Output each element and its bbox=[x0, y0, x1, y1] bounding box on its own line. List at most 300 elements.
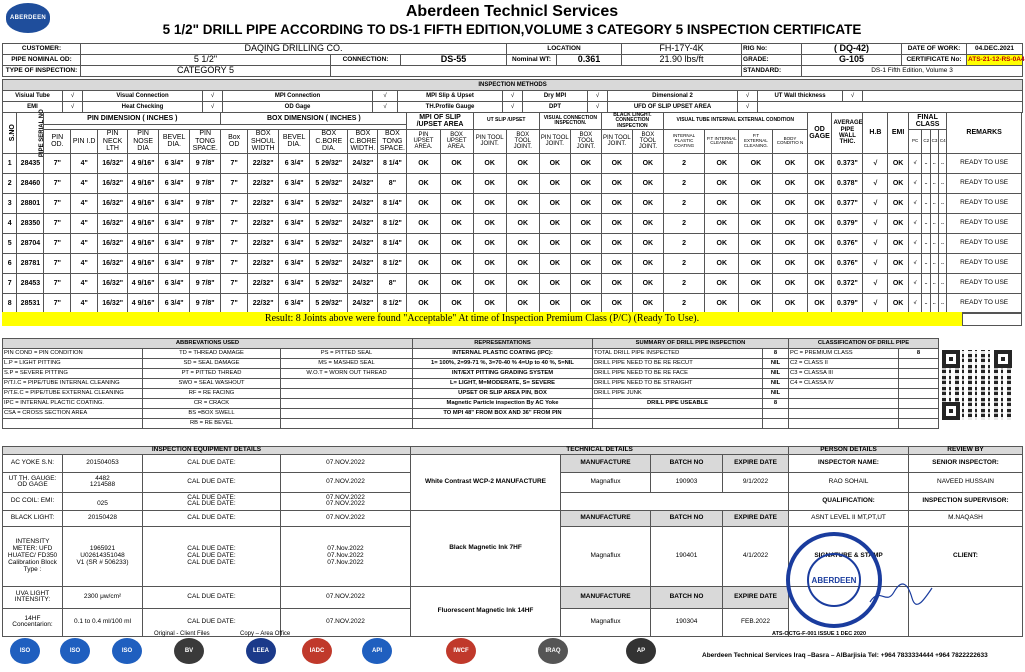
summary-label: TOTAL DRILL PIPE INSPECTED bbox=[593, 349, 763, 359]
table-row bbox=[3, 233, 1022, 253]
cal-date: 07.NOV.2022 bbox=[281, 510, 411, 526]
cell-tong: 9 7/8" bbox=[190, 273, 221, 293]
cal-label: CAL DUE DATE: CAL DUE DATE: bbox=[143, 492, 281, 510]
group-box: BOX DIMENSION ( INCHES ) bbox=[221, 113, 407, 125]
class-value bbox=[899, 359, 939, 369]
class-empty bbox=[899, 419, 939, 429]
method-label: DPT bbox=[523, 102, 588, 113]
summary-row bbox=[3, 379, 1023, 389]
inspection-methods-table bbox=[2, 79, 1023, 113]
cell-shoul: 22/32" bbox=[248, 273, 279, 293]
connection-label: CONNECTION: bbox=[331, 55, 401, 66]
cell-odg: OK bbox=[807, 193, 832, 213]
cell-body: OK bbox=[773, 173, 807, 193]
cell-pte: OK bbox=[739, 153, 773, 173]
tech-title: TECHNICAL DETAILS bbox=[411, 447, 789, 455]
cell-neck: 16/32" bbox=[98, 293, 128, 313]
cell-emi: OK bbox=[888, 253, 909, 273]
cell-b1: OK bbox=[601, 273, 632, 293]
cell-hb: √ bbox=[863, 193, 888, 213]
summary-label: DRILL PIPE NEED TO BE RE RECUT bbox=[593, 359, 763, 369]
summary-row bbox=[3, 419, 1023, 429]
abbrev-item: RB = RE BEVEL bbox=[143, 419, 281, 429]
cell-c2: .. bbox=[922, 153, 930, 173]
group-visual-connection: VISUAL CONNECTION INSPECTION. bbox=[539, 113, 601, 130]
cell-neck: 16/32" bbox=[98, 193, 128, 213]
job-info-table bbox=[2, 43, 1023, 77]
review-cell: M.NAQASH bbox=[909, 510, 1023, 526]
cell-avg: 0.373" bbox=[832, 153, 863, 173]
cell-c4: .. bbox=[938, 253, 946, 273]
method-check: √ bbox=[373, 91, 398, 102]
summary-value: NIL bbox=[763, 389, 789, 399]
cell-pte: OK bbox=[739, 213, 773, 233]
cell-tong: 9 7/8" bbox=[190, 213, 221, 233]
summary-label: DRILL PIPE USEABLE bbox=[593, 399, 763, 409]
col-header: BOX UPSET AREA. bbox=[440, 129, 473, 153]
review-cell: INSPECTION SUPERVISOR: bbox=[909, 492, 1023, 510]
cell-serial: 28460 bbox=[17, 173, 44, 193]
cell-cbore: 5 29/32" bbox=[310, 253, 348, 273]
tech-header: MANUFACTURE bbox=[561, 586, 651, 608]
method-check: √ bbox=[63, 91, 83, 102]
summary-section bbox=[2, 338, 1023, 429]
grade-label: GRADE: bbox=[742, 55, 802, 66]
cell-body: OK bbox=[773, 293, 807, 313]
class-label: PC = PREMIUM CLASS bbox=[789, 349, 899, 359]
rep-line: 1= 100%, 2=99-71 %, 3=70-40 % 4=Up to 40 %, 5=NIL bbox=[413, 359, 593, 369]
cell-v2: OK bbox=[570, 273, 601, 293]
cal-date: 07.NOV.2022 bbox=[281, 608, 411, 636]
cell-u1: OK bbox=[473, 213, 506, 233]
cell-tong: 9 7/8" bbox=[190, 253, 221, 273]
cell-u2: OK bbox=[506, 153, 539, 173]
cell-pc: √ bbox=[908, 273, 921, 293]
cell-pin_od: 7" bbox=[44, 253, 71, 273]
abbrev-item bbox=[281, 399, 413, 409]
method-label: Dimensional 2 bbox=[608, 91, 738, 102]
cell-pin_id: 4" bbox=[71, 293, 98, 313]
cell-cbore: 5 29/32" bbox=[310, 273, 348, 293]
cell-b1: OK bbox=[601, 213, 632, 233]
group-black-light: BLACK LINGHT. CONNECTION INSPECTION bbox=[601, 113, 663, 130]
equipment-name: UT TH. GAUGE: OD GAGE bbox=[3, 472, 63, 492]
class-empty bbox=[789, 399, 899, 409]
cell-nose: 4 9/16" bbox=[128, 233, 159, 253]
qr-cell bbox=[939, 339, 1023, 349]
tech-header: BATCH NO bbox=[651, 510, 723, 526]
rep-line: L= LIGHT, M=MODERATE, S= SEVERE bbox=[413, 379, 593, 389]
cell-neck: 16/32" bbox=[98, 273, 128, 293]
col-header: PIN OD. bbox=[44, 129, 71, 153]
col-header: PIN I.D bbox=[71, 129, 98, 153]
cell-cwidth: 24/32" bbox=[348, 233, 378, 253]
cell-bevel: 6 3/4" bbox=[159, 273, 190, 293]
equipment-id: 025 bbox=[63, 492, 143, 510]
cell-sno: 8 bbox=[3, 293, 17, 313]
cell-nose: 4 9/16" bbox=[128, 213, 159, 233]
cell-hb: √ bbox=[863, 213, 888, 233]
weight-value: 21.90 lbs/ft bbox=[622, 55, 742, 66]
cell-emi: OK bbox=[888, 273, 909, 293]
cell-bevel: 6 3/4" bbox=[159, 233, 190, 253]
col-header: Box OD bbox=[221, 129, 248, 153]
cell-pin_od: 7" bbox=[44, 173, 71, 193]
equipment-id: 20150428 bbox=[63, 510, 143, 526]
cell-v2: OK bbox=[570, 173, 601, 193]
class-col-header: PC bbox=[908, 129, 921, 153]
person-title: PERSON DETAILS bbox=[789, 447, 909, 455]
abbrev-item: IPC = INTERNAL PLACTIC COATING. bbox=[3, 399, 143, 409]
cell-rem: READY TO USE bbox=[947, 273, 1022, 293]
cell-m2: OK bbox=[440, 273, 473, 293]
cell-c3: .. bbox=[930, 273, 938, 293]
cell-box_od: 7" bbox=[221, 293, 248, 313]
abbrev-item: PT = PITTED THREAD bbox=[143, 369, 281, 379]
cell-btong: 8 1/2" bbox=[378, 293, 407, 313]
cell-btong: 8 1/2" bbox=[378, 253, 407, 273]
cell-emi: OK bbox=[888, 173, 909, 193]
summary-label: DRILL PIPE NEED TO BE RE FACE bbox=[593, 369, 763, 379]
cal-label: CAL DUE DATE: bbox=[143, 510, 281, 526]
accreditation-logo: ISO bbox=[10, 638, 40, 664]
cell-cbore: 5 29/32" bbox=[310, 193, 348, 213]
cell-ipc: 2 bbox=[663, 293, 704, 313]
cell-u1: OK bbox=[473, 273, 506, 293]
cell-nose: 4 9/16" bbox=[128, 193, 159, 213]
cell-u1: OK bbox=[473, 293, 506, 313]
certificate-header bbox=[0, 0, 1024, 44]
equipment-row bbox=[3, 510, 1023, 526]
cell-serial: 28435 bbox=[17, 153, 44, 173]
method-empty bbox=[758, 102, 1023, 113]
cell-body: OK bbox=[773, 193, 807, 213]
abbrev-item: SWO = SEAL WASHOUT bbox=[143, 379, 281, 389]
cell-tong: 9 7/8" bbox=[190, 193, 221, 213]
group-pin: PIN DIMENSION ( INCHES ) bbox=[44, 113, 221, 125]
cell-bevel: 6 3/4" bbox=[159, 193, 190, 213]
summary-value: NIL bbox=[763, 369, 789, 379]
cell-nose: 4 9/16" bbox=[128, 153, 159, 173]
cell-emi: OK bbox=[888, 213, 909, 233]
cell-btong: 8" bbox=[378, 173, 407, 193]
summary-empty bbox=[593, 419, 763, 429]
cell-avg: 0.376" bbox=[832, 253, 863, 273]
cell-hb: √ bbox=[863, 273, 888, 293]
tech-header: MANUFACTURE bbox=[561, 510, 651, 526]
abbrev-item bbox=[281, 419, 413, 429]
qr-finder bbox=[942, 402, 960, 420]
method-check: √ bbox=[843, 91, 863, 102]
cell-cbore: 5 29/32" bbox=[310, 233, 348, 253]
equipment-name: DC COIL: EMI: bbox=[3, 492, 63, 510]
cell-shoul: 22/32" bbox=[248, 213, 279, 233]
col-header: PIN TOOL JOINT. bbox=[473, 129, 506, 153]
rep-line: Magnetic Particle inspection By AC Yoke bbox=[413, 399, 593, 409]
section-gap bbox=[2, 326, 1022, 338]
cell-b2: OK bbox=[632, 173, 663, 193]
col-header: BODY CONDITIO N bbox=[773, 129, 807, 153]
abbrev-item: SD = SEAL DAMAGE bbox=[143, 359, 281, 369]
class-label: C3 = CLASSA III bbox=[789, 369, 899, 379]
abbrev-item: CR = CRACK bbox=[143, 399, 281, 409]
cell-rem: READY TO USE bbox=[947, 213, 1022, 233]
cell-serial: 28704 bbox=[17, 233, 44, 253]
cell-c4: .. bbox=[938, 193, 946, 213]
col-header: BOX SHOUL WIDTH bbox=[248, 129, 279, 153]
col-header: PIN NOSE DIA bbox=[128, 129, 159, 153]
cell-ipc: 2 bbox=[663, 213, 704, 233]
cell-b1: OK bbox=[601, 253, 632, 273]
summary-empty bbox=[763, 419, 789, 429]
cell-pti: OK bbox=[705, 293, 739, 313]
cell-b1: OK bbox=[601, 233, 632, 253]
abbrev-item: L.P = LIGHT PITTING bbox=[3, 359, 143, 369]
methods-row bbox=[3, 91, 1023, 102]
grade-value: G-105 bbox=[802, 55, 902, 66]
summary-row bbox=[3, 409, 1023, 419]
cell-cbore: 5 29/32" bbox=[310, 293, 348, 313]
accreditation-logo: LEEA bbox=[246, 638, 276, 664]
copy-area: Copy – Area Office bbox=[240, 631, 291, 637]
person-cell: ASNT LEVEL II MT,PT,UT bbox=[789, 510, 909, 526]
certificate-title: 5 1/2" DRILL PIPE ACCORDING TO DS-1 FIFTH EDITION,VOLUME 3 CATEGORY 5 INSPECTION CERTIFICATE bbox=[162, 22, 862, 37]
cell-avg: 0.376" bbox=[832, 233, 863, 253]
cell-bbevel: 6 3/4" bbox=[279, 293, 310, 313]
cell-neck: 16/32" bbox=[98, 213, 128, 233]
cell-c4: .. bbox=[938, 153, 946, 173]
cell-m2: OK bbox=[440, 193, 473, 213]
table-row bbox=[3, 193, 1022, 213]
summary-row bbox=[3, 399, 1023, 409]
abbrev-item bbox=[281, 389, 413, 399]
joint-rows bbox=[3, 153, 1022, 313]
cell-pin_id: 4" bbox=[71, 273, 98, 293]
methods-title: INSPECTION METHODS bbox=[3, 80, 1023, 91]
cell-shoul: 22/32" bbox=[248, 233, 279, 253]
od-value: 5 1/2" bbox=[81, 55, 331, 66]
cell-avg: 0.377" bbox=[832, 193, 863, 213]
col-serial bbox=[17, 109, 46, 158]
group-visual-tube: VISUAL TUBE INTERNAL EXTERNAL CONDITION bbox=[663, 113, 807, 130]
cell-ipc: 2 bbox=[663, 173, 704, 193]
cell-hb: √ bbox=[863, 173, 888, 193]
col-header: BOX TOOL JOINT. bbox=[570, 129, 601, 153]
cell-cwidth: 24/32" bbox=[348, 153, 378, 173]
cell-pin_id: 4" bbox=[71, 253, 98, 273]
cell-c2: .. bbox=[922, 213, 930, 233]
cell-v2: OK bbox=[570, 293, 601, 313]
rep-line: UPSET OR SLIP AREA PIN, BOX bbox=[413, 389, 593, 399]
method-label: Heat Checking bbox=[83, 102, 203, 113]
cell-sno: 5 bbox=[3, 233, 17, 253]
cell-serial: 28801 bbox=[17, 193, 44, 213]
col-header: PIN TOOL JOINT. bbox=[601, 129, 632, 153]
cell-c2: .. bbox=[922, 253, 930, 273]
cell-box_od: 7" bbox=[221, 193, 248, 213]
cell-box_od: 7" bbox=[221, 153, 248, 173]
accreditation-logo: IWCF bbox=[446, 638, 476, 664]
cell-c4: .. bbox=[938, 233, 946, 253]
tech-batch: 190304 bbox=[651, 608, 723, 636]
cell-m1: OK bbox=[407, 153, 440, 173]
cell-b2: OK bbox=[632, 233, 663, 253]
group-final-class: FINAL CLASS bbox=[908, 113, 946, 130]
cell-bbevel: 6 3/4" bbox=[279, 193, 310, 213]
col-header: BOX TOOL JOINT. bbox=[506, 129, 539, 153]
cell-cbore: 5 29/32" bbox=[310, 173, 348, 193]
cell-v2: OK bbox=[570, 233, 601, 253]
col-sno bbox=[3, 113, 17, 154]
accreditation-logo: BV bbox=[174, 638, 204, 664]
cell-cwidth: 24/32" bbox=[348, 213, 378, 233]
result-banner: Result: 8 Joints above were found "Acceptable" At time of Inspection Premium Class (P/C) (Ready To Use). bbox=[2, 312, 962, 326]
person-cell: INSPECTOR NAME: bbox=[789, 454, 909, 472]
table-row bbox=[3, 153, 1022, 173]
cell-pti: OK bbox=[705, 233, 739, 253]
cell-btong: 8 1/4" bbox=[378, 193, 407, 213]
cell-pin_id: 4" bbox=[71, 153, 98, 173]
cal-label: CAL DUE DATE: bbox=[143, 472, 281, 492]
cell-pti: OK bbox=[705, 253, 739, 273]
method-empty bbox=[863, 91, 1023, 102]
cell-nose: 4 9/16" bbox=[128, 273, 159, 293]
cell-cwidth: 24/32" bbox=[348, 193, 378, 213]
logo-text: ABERDEEN bbox=[9, 15, 47, 21]
location-value: FH-17Y-4K bbox=[622, 44, 742, 55]
cell-hb: √ bbox=[863, 253, 888, 273]
summary-empty bbox=[593, 409, 763, 419]
method-label: UFD OF SLIP UPSET AREA bbox=[608, 102, 738, 113]
cell-b2: OK bbox=[632, 153, 663, 173]
cell-pc: √ bbox=[908, 173, 921, 193]
method-check: √ bbox=[373, 102, 398, 113]
col-avg-wall: AVERAGE PIPE WALL THIC. bbox=[832, 113, 863, 154]
group-ut: UT SLIP /UPSET bbox=[473, 113, 539, 130]
review-cell: CLIENT: bbox=[909, 526, 1023, 586]
cell-pte: OK bbox=[739, 253, 773, 273]
cell-odg: OK bbox=[807, 213, 832, 233]
abbrev-item: PIN COND = PIN CONDITION bbox=[3, 349, 143, 359]
cell-sno: 4 bbox=[3, 213, 17, 233]
cell-btong: 8" bbox=[378, 273, 407, 293]
summary-value: NIL bbox=[763, 359, 789, 369]
rig-label: RIG No: bbox=[742, 44, 802, 55]
class-empty bbox=[899, 409, 939, 419]
tech-product: Fluorescent Magnetic Ink 14HF bbox=[411, 586, 561, 636]
cell-avg: 0.378" bbox=[832, 173, 863, 193]
cell-u2: OK bbox=[506, 253, 539, 273]
cell-bbevel: 6 3/4" bbox=[279, 173, 310, 193]
cell-serial: 28531 bbox=[17, 293, 44, 313]
col-header: P.T EXTERNAL CLEANING. bbox=[739, 129, 773, 153]
cell-nose: 4 9/16" bbox=[128, 173, 159, 193]
tech-empty bbox=[561, 492, 789, 510]
cell-b1: OK bbox=[601, 153, 632, 173]
signature bbox=[866, 580, 936, 610]
cell-c3: .. bbox=[930, 233, 938, 253]
cell-pin_id: 4" bbox=[71, 233, 98, 253]
method-label: OD Gage bbox=[223, 102, 373, 113]
class-value: 8 bbox=[899, 349, 939, 359]
review-cell: SENIOR INSPECTOR: bbox=[909, 454, 1023, 472]
col-header: BOX TONG SPACE. bbox=[379, 130, 405, 152]
cell-v2: OK bbox=[570, 253, 601, 273]
cell-v1: OK bbox=[539, 173, 570, 193]
summary-row bbox=[3, 369, 1023, 379]
tech-batch: 190903 bbox=[651, 472, 723, 492]
cell-btong: 8 1/4" bbox=[378, 153, 407, 173]
cal-date: 07.Nov.2022 07.Nov.2022 07.Nov.2022 bbox=[281, 526, 411, 586]
cell-box_od: 7" bbox=[221, 173, 248, 193]
cell-v1: OK bbox=[539, 193, 570, 213]
cell-c3: .. bbox=[930, 213, 938, 233]
cell-avg: 0.372" bbox=[832, 273, 863, 293]
method-label: Visiual Tube bbox=[3, 91, 63, 102]
cal-label: CAL DUE DATE: CAL DUE DATE: CAL DUE DATE: bbox=[143, 526, 281, 586]
cell-u1: OK bbox=[473, 253, 506, 273]
rep-line: INTERNAL PLASTIC COATING (IPC): bbox=[413, 349, 593, 359]
cell-bbevel: 6 3/4" bbox=[279, 213, 310, 233]
class-empty bbox=[789, 419, 899, 429]
abbrev-item: P/T.E.C = PIPE/TUBE EXTERNAL CLEANING bbox=[3, 389, 143, 399]
cell-c2: .. bbox=[922, 233, 930, 253]
summary-title: SUMMARY OF DRILL PIPE INSPECTION bbox=[593, 339, 789, 349]
cell-odg: OK bbox=[807, 173, 832, 193]
cell-odg: OK bbox=[807, 233, 832, 253]
certno-value: ATS-21-12-RS-0A4 bbox=[967, 55, 1023, 66]
method-label: MPI Slip & Upset bbox=[398, 91, 503, 102]
cell-c4: .. bbox=[938, 293, 946, 313]
cell-pin_od: 7" bbox=[44, 193, 71, 213]
tech-header: BATCH NO bbox=[651, 586, 723, 608]
cell-ipc: 2 bbox=[663, 273, 704, 293]
method-label: TH.Profile Gauge bbox=[398, 102, 503, 113]
cell-m1: OK bbox=[407, 193, 440, 213]
col-header: PIN NECK LTH bbox=[98, 129, 128, 153]
abbrev-item: PS = PITTED SEAL bbox=[281, 349, 413, 359]
cell-u2: OK bbox=[506, 293, 539, 313]
cell-sno: 3 bbox=[3, 193, 17, 213]
accreditation-logo: API bbox=[362, 638, 392, 664]
methods-row bbox=[3, 102, 1023, 113]
cell-pc: √ bbox=[908, 153, 921, 173]
abbrev-item: P/T.I.C = PIPE/TUBE INTERNAL CLEANING bbox=[3, 379, 143, 389]
cell-c2: .. bbox=[922, 273, 930, 293]
col-header: PIN UPSET AREA. bbox=[407, 129, 440, 153]
method-check: √ bbox=[503, 91, 523, 102]
rep-line: TO MPI 48" FROM BOX AND 36" FROM PIN bbox=[413, 409, 593, 419]
equipment-name: UVA LIGHT INTENSITY: bbox=[3, 586, 63, 608]
cell-cbore: 5 29/32" bbox=[310, 213, 348, 233]
cell-neck: 16/32" bbox=[98, 233, 128, 253]
summary-row bbox=[3, 359, 1023, 369]
cell-cwidth: 24/32" bbox=[348, 293, 378, 313]
cal-date: 07.NOV.2022 07.NOV.2022 bbox=[281, 492, 411, 510]
cell-body: OK bbox=[773, 213, 807, 233]
summary-value: 8 bbox=[763, 399, 789, 409]
cell-bbevel: 6 3/4" bbox=[279, 273, 310, 293]
col-header: INTERNAL PLASTIC COATING bbox=[663, 129, 704, 153]
class-empty bbox=[789, 409, 899, 419]
cell-u1: OK bbox=[473, 173, 506, 193]
cell-cwidth: 24/32" bbox=[348, 253, 378, 273]
accreditation-logo: ISO bbox=[112, 638, 142, 664]
cell-v1: OK bbox=[539, 253, 570, 273]
class-empty bbox=[789, 389, 899, 399]
cell-b1: OK bbox=[601, 293, 632, 313]
summary-label: DRILL PIPE JUNK bbox=[593, 389, 763, 399]
